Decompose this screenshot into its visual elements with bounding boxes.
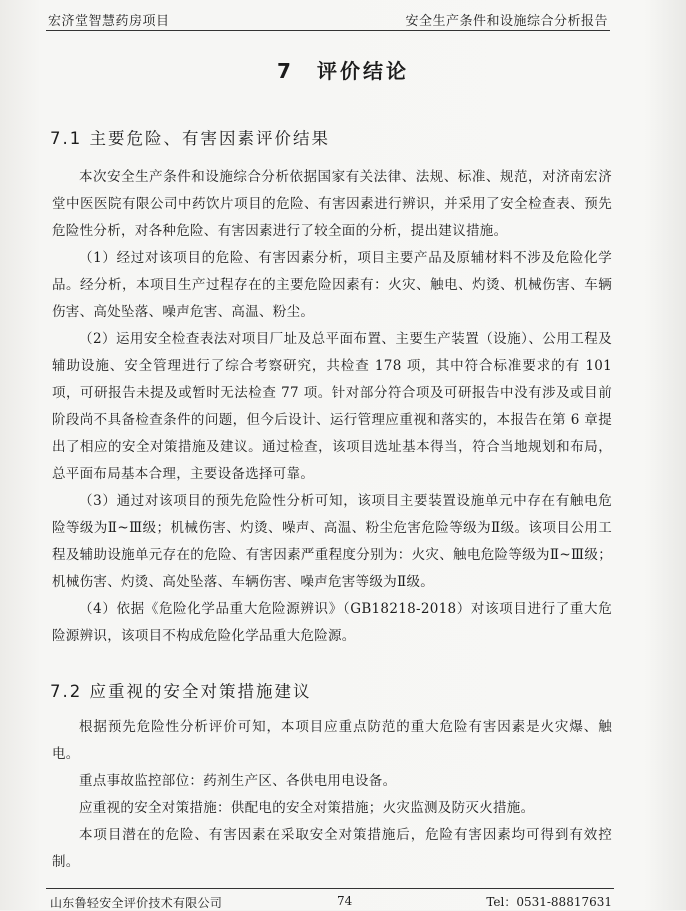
section-heading-7-2: 7.2 应重视的安全对策措施建议 <box>50 682 312 701</box>
paragraph: 根据预先危险性分析评价可知，本项目应重点防范的重大危险有害因素是火灾爆、触电。 <box>52 719 612 762</box>
footer-divider <box>46 888 614 889</box>
header-report-title: 安全生产条件和设施综合分析报告 <box>405 14 608 29</box>
section-7-2-body <box>52 714 612 876</box>
header-project-name: 宏济堂智慧药房项目 <box>48 14 170 29</box>
section-heading-7-1: 7.1 主要危险、有害因素评价结果 <box>50 129 330 148</box>
paragraph: （1）经过对该项目的危险、有害因素分析，项目主要产品及原辅材料不涉及危险化学品。经分析，本项目生产过程存在的主要危险因素有：火灾、触电、灼烫、机械伤害、车辆伤害、高处坠落、噪声危害、高温、粉尘。 <box>52 250 612 320</box>
paragraph: （4）依据《危险化学品重大危险源辨识》（GB18218-2018）对该项目进行了重大危险源辨识，该项目不构成危险化学品重大危险源。 <box>52 601 612 644</box>
paragraph: 应重视的安全对策措施：供配电的安全对策措施；火灾监测及防灭火措施。 <box>79 800 535 816</box>
paragraph: （3）通过对该项目的预先危险性分析可知，该项目主要装置设施单元中存在有触电危险等级为Ⅱ~Ⅲ级；机械伤害、灼烫、噪声、高温、粉尘危害危险等级为Ⅱ级。该项目公用工程及辅助设施单元存在的危险、有害因素严重程度分别为：火灾、触电危险等级为Ⅱ~Ⅲ级；机械伤害、灼烫、高处坠落、车辆伤害、噪声危害等级为Ⅱ级。 <box>52 493 612 590</box>
section-7-1-body <box>52 164 612 650</box>
paragraph: 重点事故监控部位：药剂生产区、各供电用电设备。 <box>79 773 397 789</box>
paragraph: 本项目潜在的危险、有害因素在采取安全对策措施后，危险有害因素均可得到有效控制。 <box>52 827 612 870</box>
paragraph: 本次安全生产条件和设施综合分析依据国家有关法律、法规、标准、规范，对济南宏济堂中医医院有限公司中药饮片项目的危险、有害因素进行辨识，并采用了安全检查表、预先危险性分析，对各种危险、有害因素进行了较全面的分析，提出建议措施。 <box>52 169 612 239</box>
chapter-title: 7 评价结论 <box>277 59 409 83</box>
footer-company: 山东鲁轻安全评价技术有限公司 <box>50 896 223 910</box>
page-number: 74 <box>337 894 353 908</box>
header-divider <box>46 30 610 31</box>
paragraph: （2）运用安全检查表法对项目厂址及总平面布置、主要生产装置（设施）、公用工程及辅助设施、安全管理进行了综合考察研究，共检查 178 项，其中符合标准要求的有 101 项，可研报告未提及或暂时无法检查 77 项。针对部分符合项及可研报告中没有涉及或目前阶段尚不具备检查条件的问题，但今后设计、运行管理应重视和落实的，本报告在第 6 章提出了相应的安全对策措施及建议。通过检查，该项目选址基本得当，符合当地规划和布局，总平面布局基本合理，主要设备选择可靠。 <box>52 331 612 482</box>
footer-phone: Tel：0531-88817631 <box>486 895 612 909</box>
